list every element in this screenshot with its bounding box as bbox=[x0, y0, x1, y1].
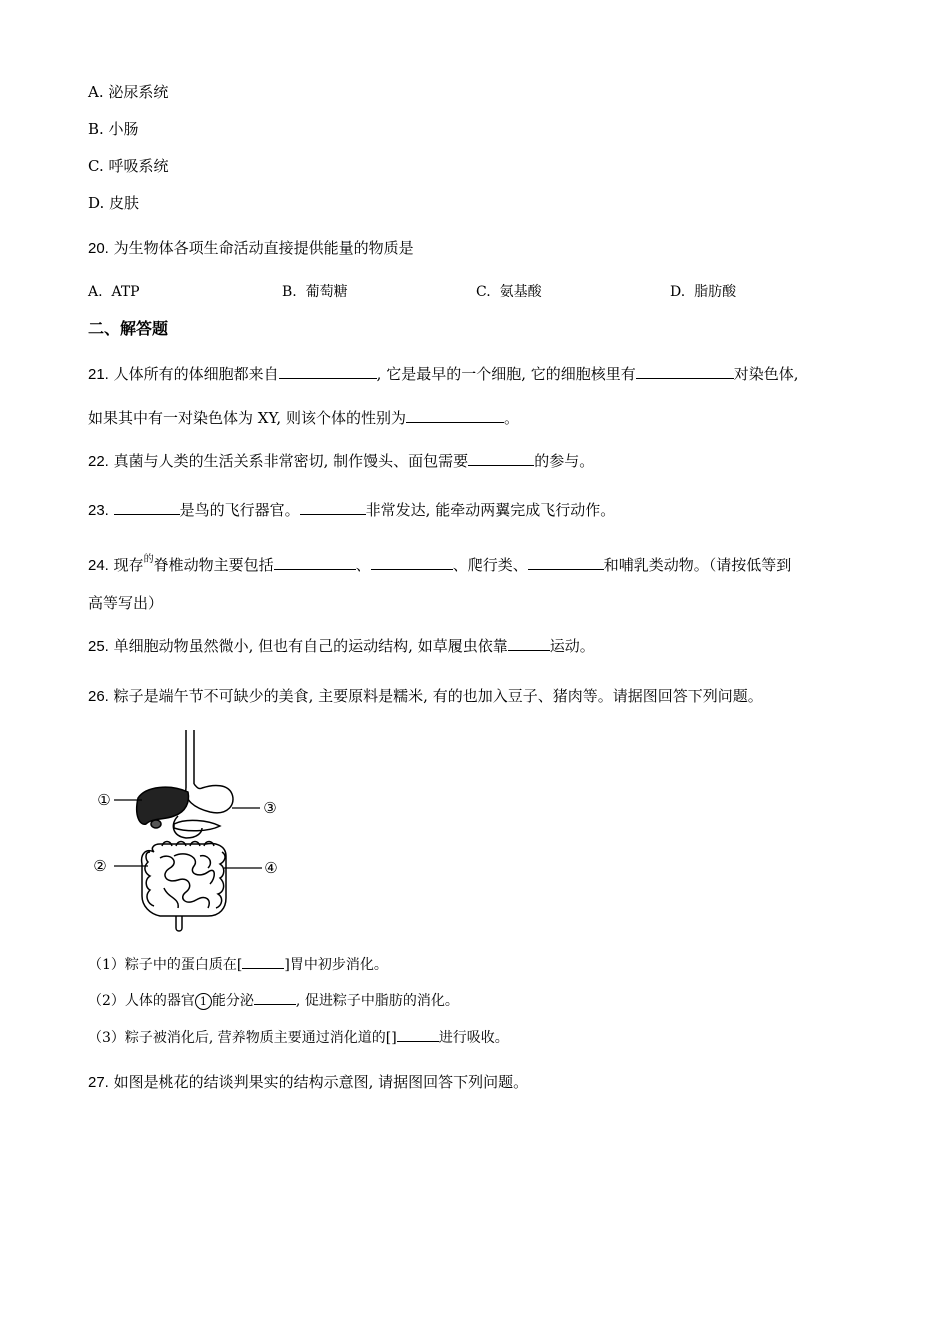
answer-blank[interactable] bbox=[406, 408, 504, 423]
q26-sub-2: （2）人体的器官 1 能分泌 , 促进粽子中脂肪的消化。 bbox=[88, 990, 459, 1011]
question-21: 21. 人体所有的体细胞都来自 , 它是最早的一个细胞, 它的细胞核里有 对染色体, bbox=[88, 365, 799, 383]
q20-option-a: A. ATP bbox=[88, 284, 140, 300]
label-3: ③ bbox=[263, 799, 277, 817]
question-21-line-2: 如果其中有一对染色体为 XY, 则该个体的性别为 。 bbox=[88, 409, 519, 427]
digestive-system-diagram bbox=[90, 728, 290, 934]
answer-blank[interactable] bbox=[397, 1027, 439, 1042]
label-4: ④ bbox=[264, 859, 278, 877]
answer-blank[interactable] bbox=[242, 954, 284, 969]
answer-blank[interactable] bbox=[300, 500, 366, 515]
label-2: ② bbox=[93, 857, 107, 875]
q20-option-d: D. 脂肪酸 bbox=[670, 284, 737, 300]
q20-option-b: B. 葡萄糖 bbox=[282, 284, 348, 300]
question-27: 27. 如图是桃花的结谈判果实的结构示意图, 请据图回答下列问题。 bbox=[88, 1073, 529, 1091]
question-22: 22. 真菌与人类的生活关系非常密切, 制作馒头、面包需要 的参与。 bbox=[88, 452, 595, 470]
q26-sub-3: （3）粽子被消化后, 营养物质主要通过消化道的[] 进行吸收。 bbox=[88, 1027, 509, 1048]
question-23: 23. 是鸟的飞行器官。 非常发达, 能牵动两翼完成飞行动作。 bbox=[88, 501, 616, 519]
question-25: 25. 单细胞动物虽然微小, 但也有自己的运动结构, 如草履虫依靠 运动。 bbox=[88, 637, 595, 655]
answer-blank[interactable] bbox=[508, 636, 550, 651]
option-b: B. 小肠 bbox=[88, 120, 139, 138]
label-1: ① bbox=[97, 791, 111, 809]
answer-blank[interactable] bbox=[114, 500, 180, 515]
option-a: A. 泌尿系统 bbox=[88, 83, 169, 101]
option-c: C. 呼吸系统 bbox=[88, 157, 169, 175]
circled-number-icon: 1 bbox=[195, 993, 212, 1010]
answer-blank[interactable] bbox=[636, 364, 734, 379]
question-number: 20. bbox=[88, 240, 109, 257]
question-20 bbox=[88, 238, 414, 259]
q20-option-c: C. 氨基酸 bbox=[476, 284, 542, 300]
answer-blank[interactable] bbox=[274, 555, 356, 570]
question-26: 26. 粽子是端午节不可缺少的美食, 主要原料是糯米, 有的也加入豆子、猪肉等。请据图回答下列问题。 bbox=[88, 687, 763, 705]
section-title: 二、解答题 bbox=[88, 319, 169, 338]
option-d: D. 皮肤 bbox=[88, 194, 140, 212]
answer-blank[interactable] bbox=[279, 364, 377, 379]
q26-sub-1: （1）粽子中的蛋白质在[ ]胃中初步消化。 bbox=[88, 954, 388, 975]
answer-blank[interactable] bbox=[254, 990, 296, 1005]
answer-blank[interactable] bbox=[528, 555, 604, 570]
question-text: 为生物体各项生命活动直接提供能量的物质是 bbox=[113, 239, 414, 257]
question-24-line-2: 高等写出） bbox=[88, 594, 164, 612]
answer-blank[interactable] bbox=[468, 451, 534, 466]
question-24: 24. 现存$^的$脊椎动物主要包括 、 、爬行类、 和哺乳类动物。（请按低等到 bbox=[88, 554, 792, 574]
answer-blank[interactable] bbox=[371, 555, 453, 570]
